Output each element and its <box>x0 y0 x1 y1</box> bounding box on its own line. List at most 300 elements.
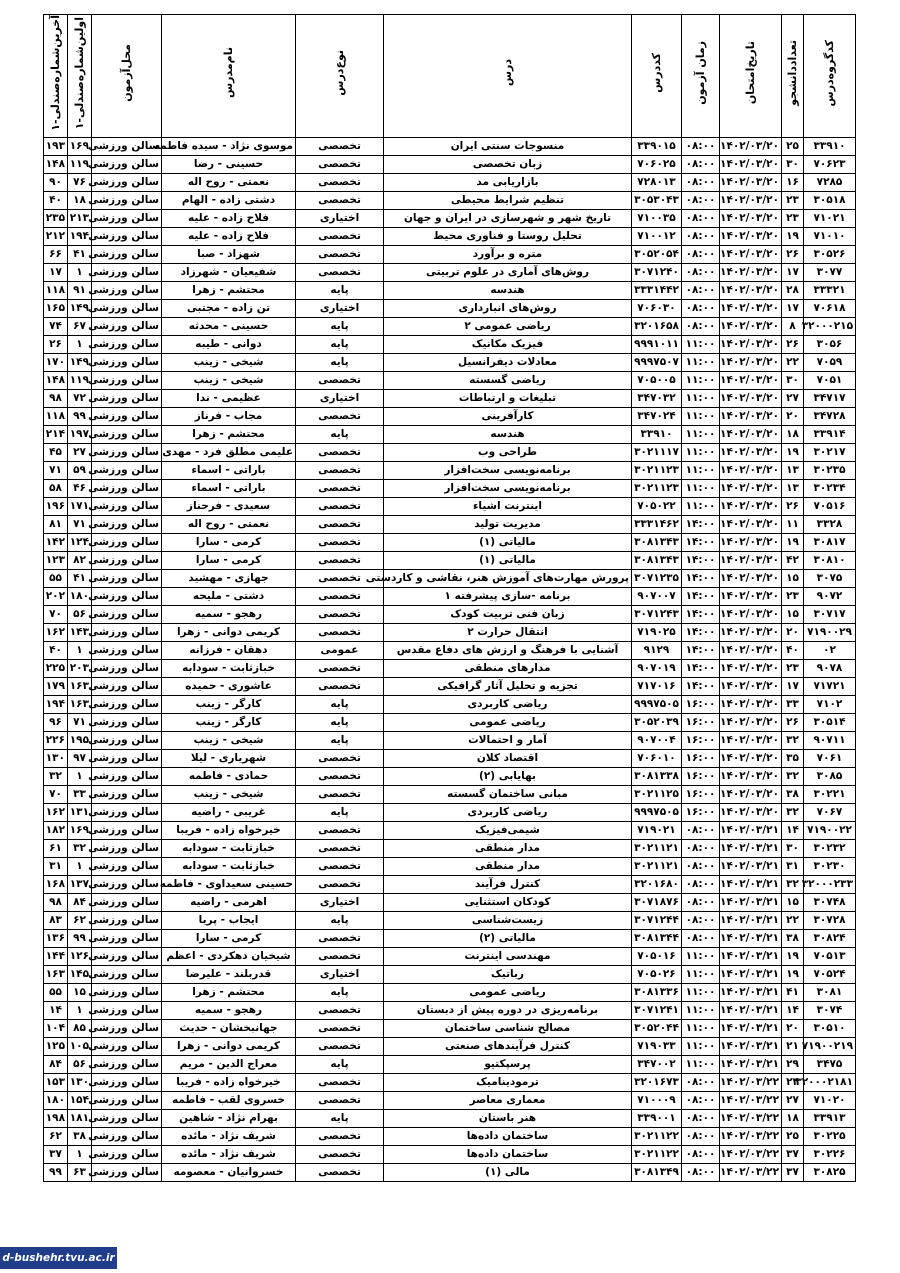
group-code-cell: ۷۱۰۲۰ <box>804 1091 856 1109</box>
place-cell: سالن ورزشی <box>92 1055 162 1073</box>
course-code-cell: ۷۰۵۰۰۵ <box>632 371 682 389</box>
course-title-cell: برنامه -سازی پیشرفته ۱ <box>384 587 632 605</box>
course-code-cell: ۷۱۹۰۳۳ <box>632 1037 682 1055</box>
instructor-cell: کریمی دوانی - زهرا <box>162 623 296 641</box>
students-cell: ۱۷ <box>782 263 804 281</box>
group-code-cell: ۳۰۲۲۱ <box>804 785 856 803</box>
course-type-cell: پایه <box>296 281 384 299</box>
table-row <box>44 695 856 713</box>
last-seat-cell: ۱۱۸ <box>44 281 68 299</box>
course-title-cell: منسوجات سنتی ایران <box>384 137 632 155</box>
course-title-cell: اینترنت اشیاء <box>384 497 632 515</box>
place-cell: سالن ورزشی <box>92 1037 162 1055</box>
course-title-cell: معماری معاصر <box>384 1091 632 1109</box>
place-cell: سالن ورزشی <box>92 191 162 209</box>
first-seat-cell: ۱۸ <box>68 191 92 209</box>
last-seat-cell: ۱۹۶ <box>44 497 68 515</box>
course-type-cell: پایه <box>296 317 384 335</box>
course-type-cell: تخصصی <box>296 1019 384 1037</box>
first-seat-cell: ۷۲ <box>68 389 92 407</box>
course-type-cell: تخصصی <box>296 1001 384 1019</box>
table-row <box>44 497 856 515</box>
students-cell: ۲۶ <box>782 713 804 731</box>
table-row <box>44 551 856 569</box>
course-title-cell: مصالح شناسی ساختمان <box>384 1019 632 1037</box>
group-code-cell: ۷۱۹۰۰۲۹ <box>804 623 856 641</box>
students-cell: ۱۵ <box>782 569 804 587</box>
students-cell: ۳۸ <box>782 785 804 803</box>
exam-date-cell: ۱۴۰۲/۰۳/۲۰ <box>720 803 782 821</box>
course-title-cell: مالیاتی (۱) <box>384 533 632 551</box>
exam-time-cell: ۱۴:۰۰ <box>682 605 720 623</box>
first-seat-cell: ۱۶۹ <box>68 137 92 155</box>
exam-date-cell: ۱۴۰۲/۰۳/۲۲ <box>720 1127 782 1145</box>
first-seat-cell: ۸۲ <box>68 551 92 569</box>
students-cell: ۱۳ <box>782 479 804 497</box>
last-seat-cell: ۸۴ <box>44 1055 68 1073</box>
course-type-cell: تخصصی <box>296 551 384 569</box>
table-row <box>44 965 856 983</box>
header-place: محل‌آزمون <box>92 15 162 138</box>
last-seat-cell: ۴۰ <box>44 641 68 659</box>
instructor-cell: علیمی مطلق فرد - مهدی <box>162 443 296 461</box>
group-code-cell: ۷۲۸۵ <box>804 173 856 191</box>
exam-date-cell: ۱۴۰۲/۰۳/۲۰ <box>720 767 782 785</box>
course-title-cell: ریاضی عمومی <box>384 713 632 731</box>
exam-date-cell: ۱۴۰۲/۰۳/۲۰ <box>720 317 782 335</box>
course-code-cell: ۳۲۰۱۶۷۳ <box>632 1073 682 1091</box>
place-cell: سالن ورزشی <box>92 785 162 803</box>
course-title-cell: انتقال حرارت ۲ <box>384 623 632 641</box>
table-body <box>44 137 856 1181</box>
course-title-cell: تبلیغات و ارتباطات <box>384 389 632 407</box>
exam-date-cell: ۱۴۰۲/۰۳/۲۰ <box>720 209 782 227</box>
group-code-cell: ۳۰۵۱۴ <box>804 713 856 731</box>
instructor-cell: کارگر - زینب <box>162 695 296 713</box>
last-seat-cell: ۱۷۹ <box>44 677 68 695</box>
place-cell: سالن ورزشی <box>92 281 162 299</box>
exam-time-cell: ۱۱:۰۰ <box>682 407 720 425</box>
course-title-cell: پرسپکتیو <box>384 1055 632 1073</box>
table-row <box>44 659 856 677</box>
last-seat-cell: ۱۱۸ <box>44 407 68 425</box>
course-type-cell: تخصصی <box>296 137 384 155</box>
exam-time-cell: ۱۴:۰۰ <box>682 569 720 587</box>
exam-time-cell: ۰۸:۰۰ <box>682 137 720 155</box>
exam-time-cell: ۰۸:۰۰ <box>682 209 720 227</box>
exam-time-cell: ۱۴:۰۰ <box>682 641 720 659</box>
last-seat-cell: ۲۲۶ <box>44 731 68 749</box>
header-row <box>44 15 856 138</box>
instructor-cell: خیرخواه زاده - فریبا <box>162 821 296 839</box>
exam-date-cell: ۱۴۰۲/۰۳/۲۰ <box>720 713 782 731</box>
exam-date-cell: ۱۴۰۲/۰۳/۲۱ <box>720 947 782 965</box>
course-title-cell: ریاضی کاربردی <box>384 803 632 821</box>
instructor-cell: قدربلند - علیرضا <box>162 965 296 983</box>
first-seat-cell: ۸۵ <box>68 1019 92 1037</box>
course-type-cell: تخصصی <box>296 857 384 875</box>
course-title-cell: کنترل فرآیند <box>384 875 632 893</box>
instructor-cell: شیخی - زینب <box>162 371 296 389</box>
place-cell: سالن ورزشی <box>92 947 162 965</box>
students-cell: ۳۲ <box>782 767 804 785</box>
course-code-cell: ۳۳۹۰۰۱ <box>632 1109 682 1127</box>
first-seat-cell: ۹۱ <box>68 281 92 299</box>
first-seat-cell: ۳۸ <box>68 1127 92 1145</box>
exam-time-cell: ۱۱:۰۰ <box>682 425 720 443</box>
last-seat-cell: ۱۴۸ <box>44 155 68 173</box>
instructor-cell: عاشوری - حمیده <box>162 677 296 695</box>
first-seat-cell: ۹۹ <box>68 929 92 947</box>
exam-time-cell: ۰۸:۰۰ <box>682 317 720 335</box>
table-row <box>44 227 856 245</box>
students-cell: ۱۸ <box>782 1109 804 1127</box>
group-code-cell: ۳۰۸۱۰ <box>804 551 856 569</box>
last-seat-cell: ۱۴ <box>44 1001 68 1019</box>
group-code-cell: ۷۰۵۲۴ <box>804 965 856 983</box>
table-row <box>44 821 856 839</box>
course-title-cell: آشنایی با فرهنگ و ارزش های دفاع مقدس <box>384 641 632 659</box>
instructor-cell: دشتی زاده - الهام <box>162 191 296 209</box>
table-row <box>44 1019 856 1037</box>
instructor-cell: مجاب - فرناز <box>162 407 296 425</box>
last-seat-cell: ۵۸ <box>44 479 68 497</box>
students-cell: ۲۵ <box>782 137 804 155</box>
group-code-cell: ۳۰۸۵ <box>804 767 856 785</box>
exam-date-cell: ۱۴۰۲/۰۳/۲۰ <box>720 389 782 407</box>
course-type-cell: تخصصی <box>296 875 384 893</box>
instructor-cell: موسوی نژاد - سیده فاطمه <box>162 137 296 155</box>
place-cell: سالن ورزشی <box>92 623 162 641</box>
first-seat-cell: ۵۹ <box>68 461 92 479</box>
course-title-cell: بهایابی (۲) <box>384 767 632 785</box>
table-row <box>44 371 856 389</box>
students-cell: ۱۵ <box>782 605 804 623</box>
group-code-cell: ۳۰۲۳۵ <box>804 461 856 479</box>
exam-time-cell: ۱۶:۰۰ <box>682 713 720 731</box>
table-row <box>44 245 856 263</box>
first-seat-cell: ۱۸۰ <box>68 587 92 605</box>
students-cell: ۱۹ <box>782 443 804 461</box>
exam-date-cell: ۱۴۰۲/۰۳/۲۱ <box>720 911 782 929</box>
exam-time-cell: ۰۸:۰۰ <box>682 173 720 191</box>
table-row <box>44 767 856 785</box>
last-seat-cell: ۱۸۲ <box>44 821 68 839</box>
table-row <box>44 425 856 443</box>
group-code-cell: ۳۰۷۲۸ <box>804 911 856 929</box>
exam-time-cell: ۰۸:۰۰ <box>682 299 720 317</box>
table-row <box>44 1091 856 1109</box>
exam-time-cell: ۰۸:۰۰ <box>682 155 720 173</box>
place-cell: سالن ورزشی <box>92 839 162 857</box>
first-seat-cell: ۱۲۴ <box>68 533 92 551</box>
exam-date-cell: ۱۴۰۲/۰۳/۲۰ <box>720 497 782 515</box>
exam-time-cell: ۱۴:۰۰ <box>682 533 720 551</box>
group-code-cell: ۷۱۰۲ <box>804 695 856 713</box>
exam-time-cell: ۱۴:۰۰ <box>682 659 720 677</box>
course-code-cell: ۹۹۹۷۵۰۵ <box>632 803 682 821</box>
instructor-cell: شریف نژاد - مائده <box>162 1127 296 1145</box>
first-seat-cell: ۱۲۶ <box>68 947 92 965</box>
exam-time-cell: ۱۱:۰۰ <box>682 461 720 479</box>
first-seat-cell: ۱۶۳ <box>68 695 92 713</box>
exam-time-cell: ۱۶:۰۰ <box>682 803 720 821</box>
course-type-cell: تخصصی <box>296 407 384 425</box>
course-title-cell: مالیاتی (۱) <box>384 551 632 569</box>
course-type-cell: پایه <box>296 911 384 929</box>
site-logo: d-bushehr.tvu.ac.ir <box>0 1247 117 1269</box>
header-exam-date: تاریخ‌امتحان <box>720 15 782 138</box>
last-seat-cell: ۹۸ <box>44 389 68 407</box>
table-row <box>44 731 856 749</box>
instructor-cell: شیخیان دهکردی - اعظم <box>162 947 296 965</box>
last-seat-cell: ۵۵ <box>44 569 68 587</box>
students-cell: ۲۰ <box>782 1019 804 1037</box>
last-seat-cell: ۱۶۸ <box>44 875 68 893</box>
students-cell: ۲۲ <box>782 911 804 929</box>
table-row <box>44 1145 856 1163</box>
instructor-cell: کارگر - زینب <box>162 713 296 731</box>
last-seat-cell: ۳۷ <box>44 1145 68 1163</box>
exam-date-cell: ۱۴۰۲/۰۳/۲۱ <box>720 965 782 983</box>
instructor-cell: کرمی - سارا <box>162 533 296 551</box>
last-seat-cell: ۲۲۵ <box>44 659 68 677</box>
table-row <box>44 407 856 425</box>
exam-date-cell: ۱۴۰۲/۰۳/۲۰ <box>720 623 782 641</box>
course-type-cell: پایه <box>296 983 384 1001</box>
course-type-cell: تخصصی <box>296 1145 384 1163</box>
last-seat-cell: ۲۱۲ <box>44 227 68 245</box>
first-seat-cell: ۵۶ <box>68 1055 92 1073</box>
table-row <box>44 137 856 155</box>
table-row <box>44 947 856 965</box>
table-row <box>44 533 856 551</box>
last-seat-cell: ۱۰۴ <box>44 1019 68 1037</box>
last-seat-cell: ۸۱ <box>44 515 68 533</box>
place-cell: سالن ورزشی <box>92 155 162 173</box>
last-seat-cell: ۱۴۴ <box>44 947 68 965</box>
course-code-cell: ۳۲۰۱۶۸۰ <box>632 875 682 893</box>
table-row <box>44 299 856 317</box>
course-type-cell: تخصصی <box>296 173 384 191</box>
table-row <box>44 191 856 209</box>
exam-time-cell: ۰۸:۰۰ <box>682 245 720 263</box>
last-seat-cell: ۱۸۰ <box>44 1091 68 1109</box>
group-code-cell: ۳۳۲۸ <box>804 515 856 533</box>
group-code-cell: ۷۰۶۱ <box>804 749 856 767</box>
course-type-cell: تخصصی <box>296 1073 384 1091</box>
place-cell: سالن ورزشی <box>92 245 162 263</box>
students-cell: ۱۷ <box>782 299 804 317</box>
last-seat-cell: ۶۱ <box>44 839 68 857</box>
instructor-cell: خیرخواه زاده - فریبا <box>162 1073 296 1091</box>
course-type-cell: اختیاری <box>296 965 384 983</box>
table-row <box>44 587 856 605</box>
place-cell: سالن ورزشی <box>92 929 162 947</box>
first-seat-cell: ۱۱۹ <box>68 155 92 173</box>
table-row <box>44 911 856 929</box>
students-cell: ۲۷ <box>782 389 804 407</box>
exam-date-cell: ۱۴۰۲/۰۳/۲۰ <box>720 155 782 173</box>
course-type-cell: تخصصی <box>296 749 384 767</box>
first-seat-cell: ۱ <box>68 641 92 659</box>
course-code-cell: ۳۳۳۱۴۴۲ <box>632 281 682 299</box>
students-cell: ۲۰ <box>782 407 804 425</box>
first-seat-cell: ۷۱ <box>68 515 92 533</box>
course-title-cell: مدارهای منطقی <box>384 659 632 677</box>
course-title-cell: روش‌های آماری در علوم تربیتی <box>384 263 632 281</box>
first-seat-cell: ۱۴۹ <box>68 299 92 317</box>
course-code-cell: ۳۰۲۱۱۲۵ <box>632 785 682 803</box>
header-last-seat: آخرین‌شماره‌صندلی-۱ <box>44 15 68 138</box>
exam-date-cell: ۱۴۰۲/۰۳/۲۱ <box>720 875 782 893</box>
exam-date-cell: ۱۴۰۲/۰۳/۲۰ <box>720 533 782 551</box>
course-code-cell: ۳۰۵۲۰۵۴ <box>632 245 682 263</box>
table-row <box>44 443 856 461</box>
last-seat-cell: ۴۰ <box>44 191 68 209</box>
course-code-cell: ۳۰۸۱۳۴۳ <box>632 533 682 551</box>
course-title-cell: پرورش مهارت‌های آموزش هنر، نقاشی و کاردستی <box>384 569 632 587</box>
place-cell: سالن ورزشی <box>92 425 162 443</box>
last-seat-cell: ۸۳ <box>44 911 68 929</box>
instructor-cell: باراتی - اسماء <box>162 461 296 479</box>
course-code-cell: ۹۹۹۷۵۰۵ <box>632 695 682 713</box>
place-cell: سالن ورزشی <box>92 551 162 569</box>
first-seat-cell: ۳۳ <box>68 785 92 803</box>
group-code-cell: ۳۳۹۱۰ <box>804 137 856 155</box>
place-cell: سالن ورزشی <box>92 533 162 551</box>
exam-date-cell: ۱۴۰۲/۰۳/۲۰ <box>720 785 782 803</box>
group-code-cell: ۳۰۷۴ <box>804 1001 856 1019</box>
exam-time-cell: ۰۸:۰۰ <box>682 227 720 245</box>
course-title-cell: ساختمان داده‌ها <box>384 1145 632 1163</box>
students-cell: ۲۴ <box>782 1073 804 1091</box>
students-cell: ۳۷ <box>782 1145 804 1163</box>
instructor-cell: جهازی - مهشید <box>162 569 296 587</box>
last-seat-cell: ۱۹۳ <box>44 137 68 155</box>
exam-date-cell: ۱۴۰۲/۰۳/۲۲ <box>720 1145 782 1163</box>
exam-time-cell: ۱۱:۰۰ <box>682 1055 720 1073</box>
course-type-cell: تخصصی <box>296 155 384 173</box>
table-row <box>44 1055 856 1073</box>
students-cell: ۲۶ <box>782 245 804 263</box>
place-cell: سالن ورزشی <box>92 497 162 515</box>
group-code-cell: ۳۳۹۱۳ <box>804 1109 856 1127</box>
instructor-cell: معراج الدین - مریم <box>162 1055 296 1073</box>
course-title-cell: مبانی ساختمان گسسته <box>384 785 632 803</box>
group-code-cell: ۳۰۲۳۴ <box>804 479 856 497</box>
students-cell: ۱۹ <box>782 947 804 965</box>
course-title-cell: معادلات دیفرانسیل <box>384 353 632 371</box>
header-course-type: نوع‌درس <box>296 15 384 138</box>
table-row <box>44 515 856 533</box>
group-code-cell: ۷۰۶۷ <box>804 803 856 821</box>
group-code-cell: ۳۰۸۱۷ <box>804 533 856 551</box>
course-title-cell: روش‌های انبارداری <box>384 299 632 317</box>
place-cell: سالن ورزشی <box>92 461 162 479</box>
students-cell: ۱۱ <box>782 515 804 533</box>
group-code-cell: ۳۰۷۴۸ <box>804 893 856 911</box>
course-title-cell: برنامه‌نویسی سخت‌افزار <box>384 479 632 497</box>
course-type-cell: تخصصی <box>296 623 384 641</box>
course-code-cell: ۹۹۹۱۰۱۱ <box>632 335 682 353</box>
exam-time-cell: ۰۸:۰۰ <box>682 191 720 209</box>
exam-time-cell: ۰۸:۰۰ <box>682 911 720 929</box>
instructor-cell: نعمتی - روح اله <box>162 515 296 533</box>
last-seat-cell: ۱۹۴ <box>44 695 68 713</box>
course-type-cell: تخصصی <box>296 785 384 803</box>
course-type-cell: تخصصی <box>296 245 384 263</box>
exam-date-cell: ۱۴۰۲/۰۳/۲۰ <box>720 245 782 263</box>
exam-time-cell: ۱۱:۰۰ <box>682 335 720 353</box>
first-seat-cell: ۲۱۳ <box>68 209 92 227</box>
table-row <box>44 929 856 947</box>
place-cell: سالن ورزشی <box>92 1163 162 1181</box>
last-seat-cell: ۱۲۳ <box>44 551 68 569</box>
last-seat-cell: ۱۷ <box>44 263 68 281</box>
place-cell: سالن ورزشی <box>92 389 162 407</box>
course-code-cell: ۳۰۵۲۰۳۹ <box>632 713 682 731</box>
table-row <box>44 803 856 821</box>
last-seat-cell: ۲۳۵ <box>44 209 68 227</box>
table-row <box>44 857 856 875</box>
course-type-cell: تخصصی <box>296 839 384 857</box>
table-row <box>44 983 856 1001</box>
exam-time-cell: ۱۴:۰۰ <box>682 551 720 569</box>
course-title-cell: طراحی وب <box>384 443 632 461</box>
exam-date-cell: ۱۴۰۲/۰۳/۲۰ <box>720 335 782 353</box>
course-type-cell: پایه <box>296 1055 384 1073</box>
exam-date-cell: ۱۴۰۲/۰۳/۲۰ <box>720 425 782 443</box>
course-title-cell: کارآفرینی <box>384 407 632 425</box>
course-code-cell: ۷۱۰۰۳۵ <box>632 209 682 227</box>
course-type-cell: تخصصی <box>296 677 384 695</box>
group-code-cell: ۳۰۲۲۶ <box>804 1145 856 1163</box>
course-title-cell: هندسه <box>384 281 632 299</box>
instructor-cell: رهجو - سمیه <box>162 1001 296 1019</box>
last-seat-cell: ۱۵۳ <box>44 1073 68 1091</box>
table-row <box>44 785 856 803</box>
place-cell: سالن ورزشی <box>92 1001 162 1019</box>
course-title-cell: هندسه <box>384 425 632 443</box>
header-course: درس <box>384 15 632 138</box>
exam-time-cell: ۱۱:۰۰ <box>682 983 720 1001</box>
course-title-cell: بازاریابی مد <box>384 173 632 191</box>
place-cell: سالن ورزشی <box>92 911 162 929</box>
group-code-cell: ۳۰۵۲۶ <box>804 245 856 263</box>
exam-date-cell: ۱۴۰۲/۰۳/۲۱ <box>720 1001 782 1019</box>
last-seat-cell: ۳۱ <box>44 857 68 875</box>
place-cell: سالن ورزشی <box>92 965 162 983</box>
course-title-cell: ریاضی عمومی ۲ <box>384 317 632 335</box>
course-title-cell: زبان فنی تربیت کودک <box>384 605 632 623</box>
group-code-cell: ۳۰۸۱ <box>804 983 856 1001</box>
header-first-seat: اولین‌شماره‌صندلی-۱ <box>68 15 92 138</box>
exam-date-cell: ۱۴۰۲/۰۳/۲۰ <box>720 443 782 461</box>
table-row <box>44 1109 856 1127</box>
instructor-cell: خسروی لقب - فاطمه <box>162 1091 296 1109</box>
table-row <box>44 155 856 173</box>
students-cell: ۳۲ <box>782 803 804 821</box>
course-code-cell: ۷۰۶۰۳۰ <box>632 299 682 317</box>
exam-date-cell: ۱۴۰۲/۰۳/۲۰ <box>720 191 782 209</box>
course-code-cell: ۷۱۰۰۱۲ <box>632 227 682 245</box>
last-seat-cell: ۲۰۲ <box>44 587 68 605</box>
instructor-cell: شهریاری - لیلا <box>162 749 296 767</box>
course-code-cell: ۳۰۲۱۱۱۷ <box>632 443 682 461</box>
instructor-cell: عظیمی - ندا <box>162 389 296 407</box>
course-code-cell: ۷۰۵۰۱۶ <box>632 947 682 965</box>
